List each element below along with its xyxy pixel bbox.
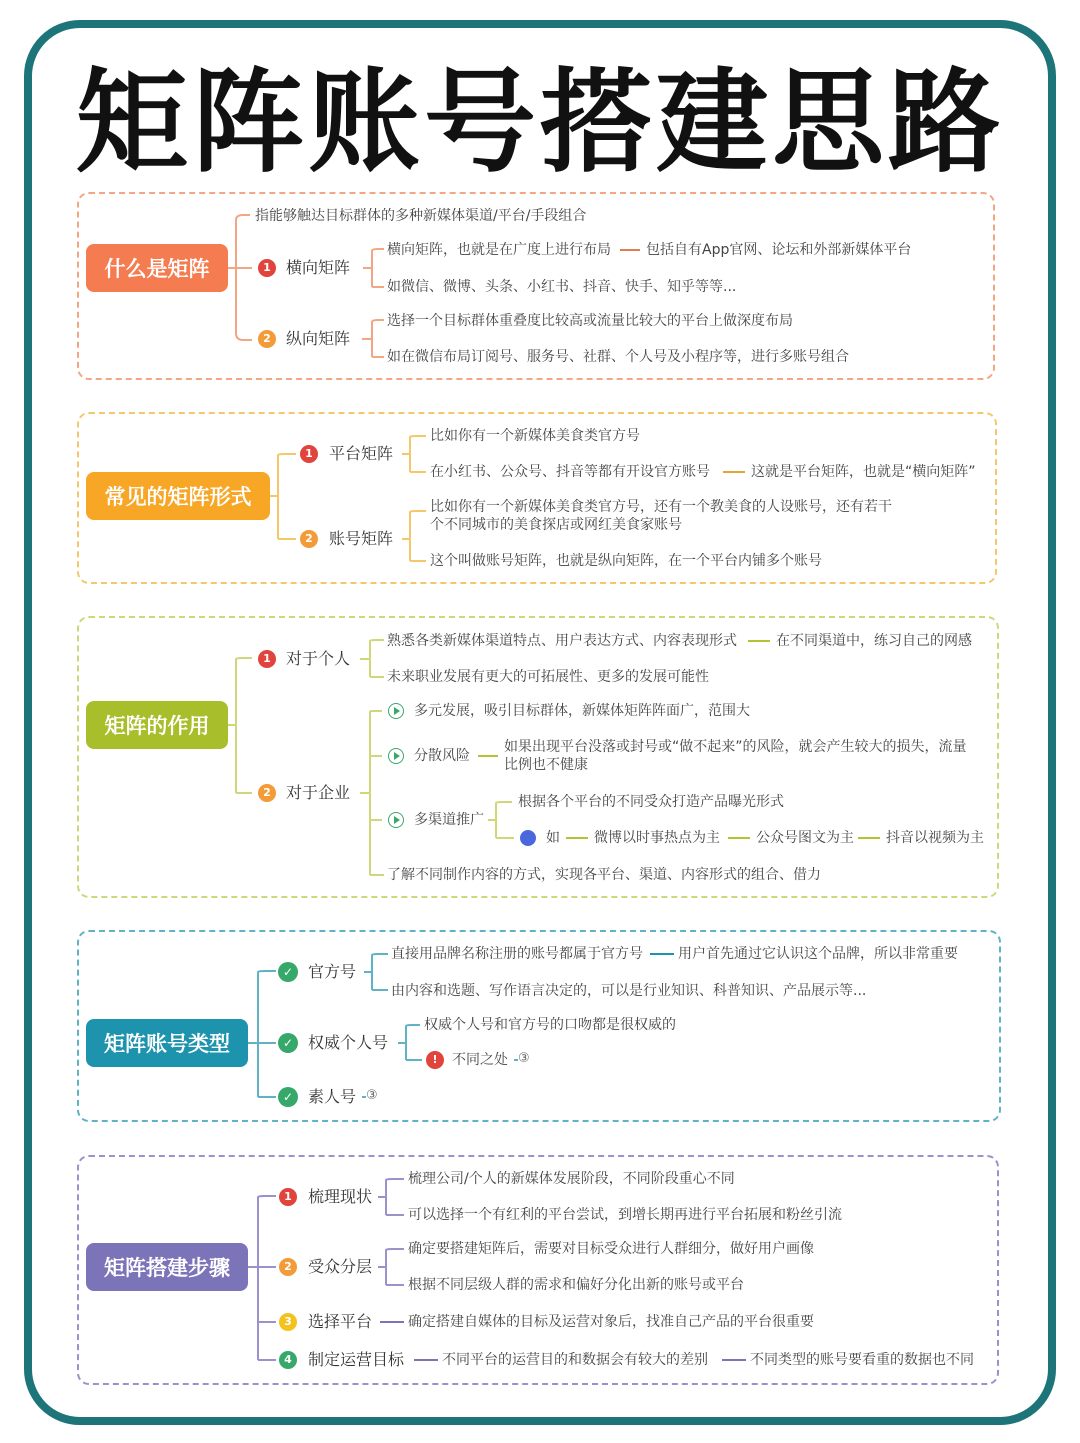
pill-common-forms: 常见的矩阵形式 — [86, 472, 270, 520]
number-badge-3: 3 — [279, 1313, 297, 1331]
pill-account-types: 矩阵账号类型 — [86, 1019, 248, 1067]
authority-personal-tone: 权威个人号和官方号的口吻都是很权威的 — [424, 1017, 676, 1033]
check-icon: ✓ — [278, 962, 298, 982]
enterprise-point-multichannel: 多渠道推广 — [414, 812, 484, 828]
set-goals-point-2: 不同类型的账号要看重的数据也不同 — [750, 1352, 974, 1368]
enterprise-point-content: 了解不同制作内容的方式，实现各平台、渠道、内容形式的组合、借力 — [387, 867, 821, 883]
multichannel-wechat: 公众号图文为主 — [756, 830, 854, 846]
node-audience-layering: 受众分层 — [308, 1257, 373, 1276]
horizontal-matrix-desc: 横向矩阵，也就是在广度上进行布局 — [387, 242, 611, 258]
check-icon: ✓ — [278, 1033, 298, 1053]
check-icon: ✓ — [278, 1087, 298, 1107]
pill-matrix-role: 矩阵的作用 — [86, 701, 228, 749]
audience-layering-point-1: 确定要搭建矩阵后，需要对目标受众进行人群细分，做好用户画像 — [408, 1241, 814, 1257]
platform-matrix-accounts: 在小红书、公众号、抖音等都有开设官方账号 — [430, 464, 710, 480]
play-icon — [388, 812, 404, 828]
number-badge-4: 4 — [279, 1351, 297, 1369]
set-goals-point-1: 不同平台的运营目的和数据会有较大的差别 — [442, 1352, 708, 1368]
node-horizontal-matrix: 横向矩阵 — [286, 258, 351, 277]
sort-status-point-1: 梳理公司/个人的新媒体发展阶段，不同阶段重心不同 — [408, 1171, 735, 1187]
choose-platform-point: 确定搭建自媒体的目标及运营对象后，找准自己产品的平台很重要 — [408, 1314, 814, 1330]
collapsed-children-count[interactable]: ③ — [366, 1088, 378, 1103]
audience-layering-point-2: 根据不同层级人群的需求和偏好分化出新的账号或平台 — [408, 1277, 744, 1293]
multichannel-example-label: 如 — [546, 830, 560, 846]
node-official-account: 官方号 — [308, 962, 357, 981]
vertical-matrix-examples: 如在微信布局订阅号、服务号、社群、个人号及小程序等，进行多账号组合 — [387, 349, 849, 365]
individual-point-1-detail: 在不同渠道中，练习自己的网感 — [776, 633, 972, 649]
horizontal-matrix-examples: 如微信、微博、头条、小红书、抖音、快手、知乎等等... — [387, 279, 737, 295]
authority-personal-difference: 不同之处 — [452, 1052, 508, 1068]
sort-status-point-2: 可以选择一个有红利的平台尝试，到增长期再进行平台拓展和粉丝引流 — [408, 1207, 842, 1223]
number-badge-2: 2 — [300, 530, 318, 548]
official-account-def: 直接用品牌名称注册的账号都属于官方号 — [391, 946, 643, 962]
individual-point-2: 未来职业发展有更大的可拓展性、更多的发展可能性 — [387, 669, 709, 685]
multichannel-douyin: 抖音以视频为主 — [886, 830, 984, 846]
node-account-matrix: 账号矩阵 — [329, 529, 394, 548]
definition-text: 指能够触达目标群体的多种新媒体渠道/平台/手段组合 — [255, 208, 587, 224]
platform-matrix-example: 比如你有一个新媒体美食类官方号 — [430, 428, 640, 444]
node-vertical-matrix: 纵向矩阵 — [286, 329, 351, 348]
number-badge-2: 2 — [279, 1258, 297, 1276]
play-icon — [388, 703, 404, 719]
play-icon — [388, 748, 404, 764]
number-badge-2: 2 — [258, 784, 276, 802]
pill-build-steps: 矩阵搭建步骤 — [86, 1243, 248, 1291]
number-badge-1: 1 — [258, 259, 276, 277]
individual-point-1: 熟悉各类新媒体渠道特点、用户表达方式、内容表现形式 — [387, 633, 737, 649]
pill-what-is-matrix: 什么是矩阵 — [86, 244, 228, 292]
horizontal-matrix-includes: 包括自有App官网、论坛和外部新媒体平台 — [646, 242, 912, 258]
multichannel-exposure: 根据各个平台的不同受众打造产品曝光形式 — [518, 794, 784, 810]
collapsed-children-count[interactable]: ③ — [518, 1051, 530, 1066]
official-account-content: 由内容和选题、写作语言决定的，可以是行业知识、科普知识、产品展示等... — [391, 983, 867, 999]
multichannel-weibo: 微博以时事热点为主 — [594, 830, 720, 846]
node-platform-matrix: 平台矩阵 — [329, 444, 394, 463]
account-matrix-example: 比如你有一个新媒体美食类官方号，还有一个教美食的人设账号，还有若干个不同城市的美食探店或网红美食家账号 — [430, 499, 892, 533]
number-badge-1: 1 — [258, 650, 276, 668]
official-account-importance: 用户首先通过它认识这个品牌，所以非常重要 — [678, 946, 958, 962]
vertical-matrix-desc: 选择一个目标群体重叠度比较高或流量比较大的平台上做深度布局 — [387, 313, 793, 329]
warning-icon: ! — [426, 1051, 444, 1069]
node-for-individual: 对于个人 — [286, 649, 351, 668]
enterprise-point-risk: 分散风险 — [414, 748, 470, 764]
bullet-dot-icon — [520, 830, 536, 846]
number-badge-1: 1 — [279, 1188, 297, 1206]
number-badge-2: 2 — [258, 330, 276, 348]
platform-matrix-conclusion: 这就是平台矩阵，也就是“横向矩阵” — [751, 464, 976, 480]
node-choose-platform: 选择平台 — [308, 1312, 373, 1331]
node-authority-personal: 权威个人号 — [308, 1033, 389, 1052]
account-matrix-conclusion: 这个叫做账号矩阵，也就是纵向矩阵，在一个平台内铺多个账号 — [430, 553, 822, 569]
enterprise-point-diversify: 多元发展，吸引目标群体，新媒体矩阵阵面广，范围大 — [414, 703, 750, 719]
node-set-goals: 制定运营目标 — [308, 1350, 405, 1369]
number-badge-1: 1 — [300, 445, 318, 463]
node-ordinary-account: 素人号 — [308, 1087, 357, 1106]
page-title: 矩阵账号搭建思路 — [76, 58, 1004, 188]
node-for-enterprise: 对于企业 — [286, 783, 351, 802]
node-sort-status: 梳理现状 — [308, 1187, 373, 1206]
enterprise-risk-detail: 如果出现平台没落或封号或“做不起来”的风险，就会产生较大的损失，流量比例也不健康 — [504, 739, 967, 773]
